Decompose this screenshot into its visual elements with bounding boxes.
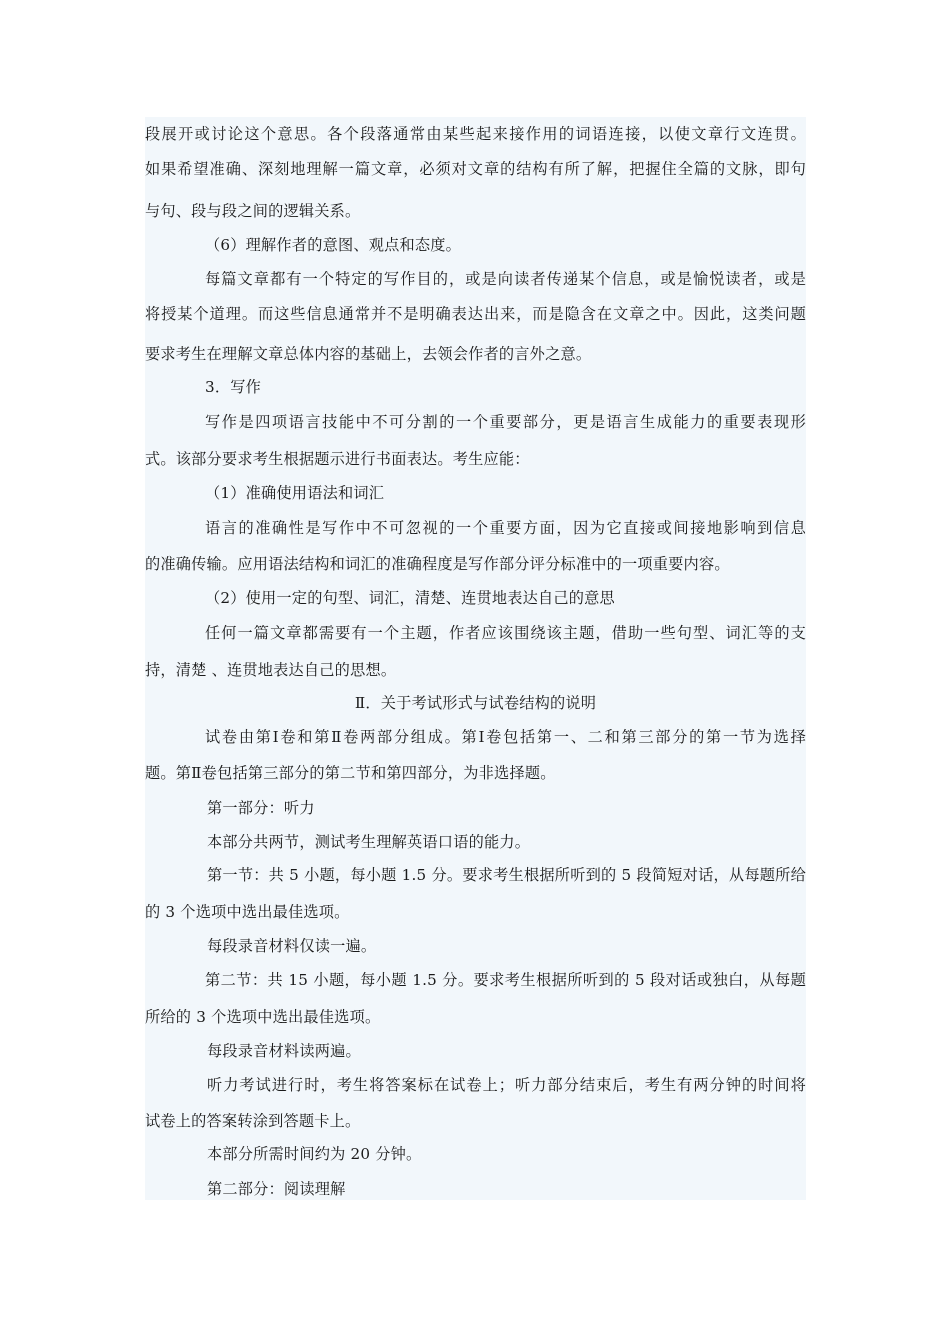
- paragraph-line: 如果希望准确、深刻地理解一篇文章，必须对文章的结构有所了解，把握住全篇的文脉，即句: [145, 160, 806, 178]
- part-heading: 第二部分：阅读理解: [207, 1180, 346, 1198]
- paragraph-line: 听力考试进行时，考生将答案标在试卷上；听力部分结束后，考生有两分钟的时间将: [207, 1076, 806, 1094]
- paragraph-line: 的 3 个选项中选出最佳选项。: [145, 903, 350, 921]
- section-heading: 3．写作: [205, 378, 262, 396]
- paragraph-line: 所给的 3 个选项中选出最佳选项。: [145, 1008, 381, 1026]
- heading-item: （6）理解作者的意图、观点和态度。: [205, 236, 462, 254]
- paragraph-line: 题。第Ⅱ卷包括第三部分的第二节和第四部分，为非选择题。: [145, 764, 556, 782]
- paragraph-line: 试卷由第Ⅰ卷和第Ⅱ卷两部分组成。第Ⅰ卷包括第一、二和第三部分的第一节为选择: [205, 728, 806, 746]
- paragraph-line: 本部分所需时间约为 20 分钟。: [207, 1145, 422, 1163]
- paragraph-line: 持，清楚 、连贯地表达自己的思想。: [145, 661, 397, 679]
- section-title: Ⅱ．关于考试形式与试卷结构的说明: [354, 694, 597, 712]
- part-heading: 第一部分：听力: [207, 799, 315, 817]
- paragraph-line: 与句、段与段之间的逻辑关系。: [145, 202, 361, 220]
- paragraph-line: 式。该部分要求考生根据题示进行书面表达。考生应能：: [145, 450, 530, 468]
- heading-item: （1）准确使用语法和词汇: [205, 484, 385, 502]
- paragraph-line: 段展开或讨论这个意思。各个段落通常由某些起来接作用的词语连接，以使文章行文连贯。: [145, 125, 806, 143]
- paragraph-line: 写作是四项语言技能中不可分割的一个重要部分，更是语言生成能力的重要表现形: [205, 413, 806, 431]
- paragraph-line: 每段录音材料仅读一遍。: [207, 937, 377, 955]
- heading-item: （2）使用一定的句型、词汇，清楚、连贯地表达自己的意思: [205, 589, 615, 607]
- paragraph-line: 将授某个道理。而这些信息通常并不是明确表达出来，而是隐含在文章之中。因此，这类问题: [145, 305, 806, 323]
- paragraph-line: 每段录音材料读两遍。: [207, 1042, 361, 1060]
- paragraph-line: 试卷上的答案转涂到答题卡上。: [145, 1112, 361, 1130]
- paragraph-line: 第一节：共 5 小题，每小题 1.5 分。要求考生根据所听到的 5 段简短对话，从每题所给: [207, 866, 806, 884]
- paragraph-line: 每篇文章都有一个特定的写作目的，或是向读者传递某个信息，或是愉悦读者，或是: [205, 270, 806, 288]
- paragraph-line: 的准确传输。应用语法结构和词汇的准确程度是写作部分评分标准中的一项重要内容。: [145, 555, 730, 573]
- paragraph-line: 要求考生在理解文章总体内容的基础上，去领会作者的言外之意。: [145, 345, 592, 363]
- paragraph-line: 任何一篇文章都需要有一个主题，作者应该围绕该主题，借助一些句型、词汇等的支: [205, 624, 806, 642]
- paragraph-line: 第二节：共 15 小题，每小题 1.5 分。要求考生根据所听到的 5 段对话或独白，从每题: [205, 971, 806, 989]
- paragraph-line: 本部分共两节，测试考生理解英语口语的能力。: [207, 833, 531, 851]
- paragraph-line: 语言的准确性是写作中不可忽视的一个重要方面，因为它直接或间接地影响到信息: [205, 519, 806, 537]
- text-block: [145, 117, 806, 1200]
